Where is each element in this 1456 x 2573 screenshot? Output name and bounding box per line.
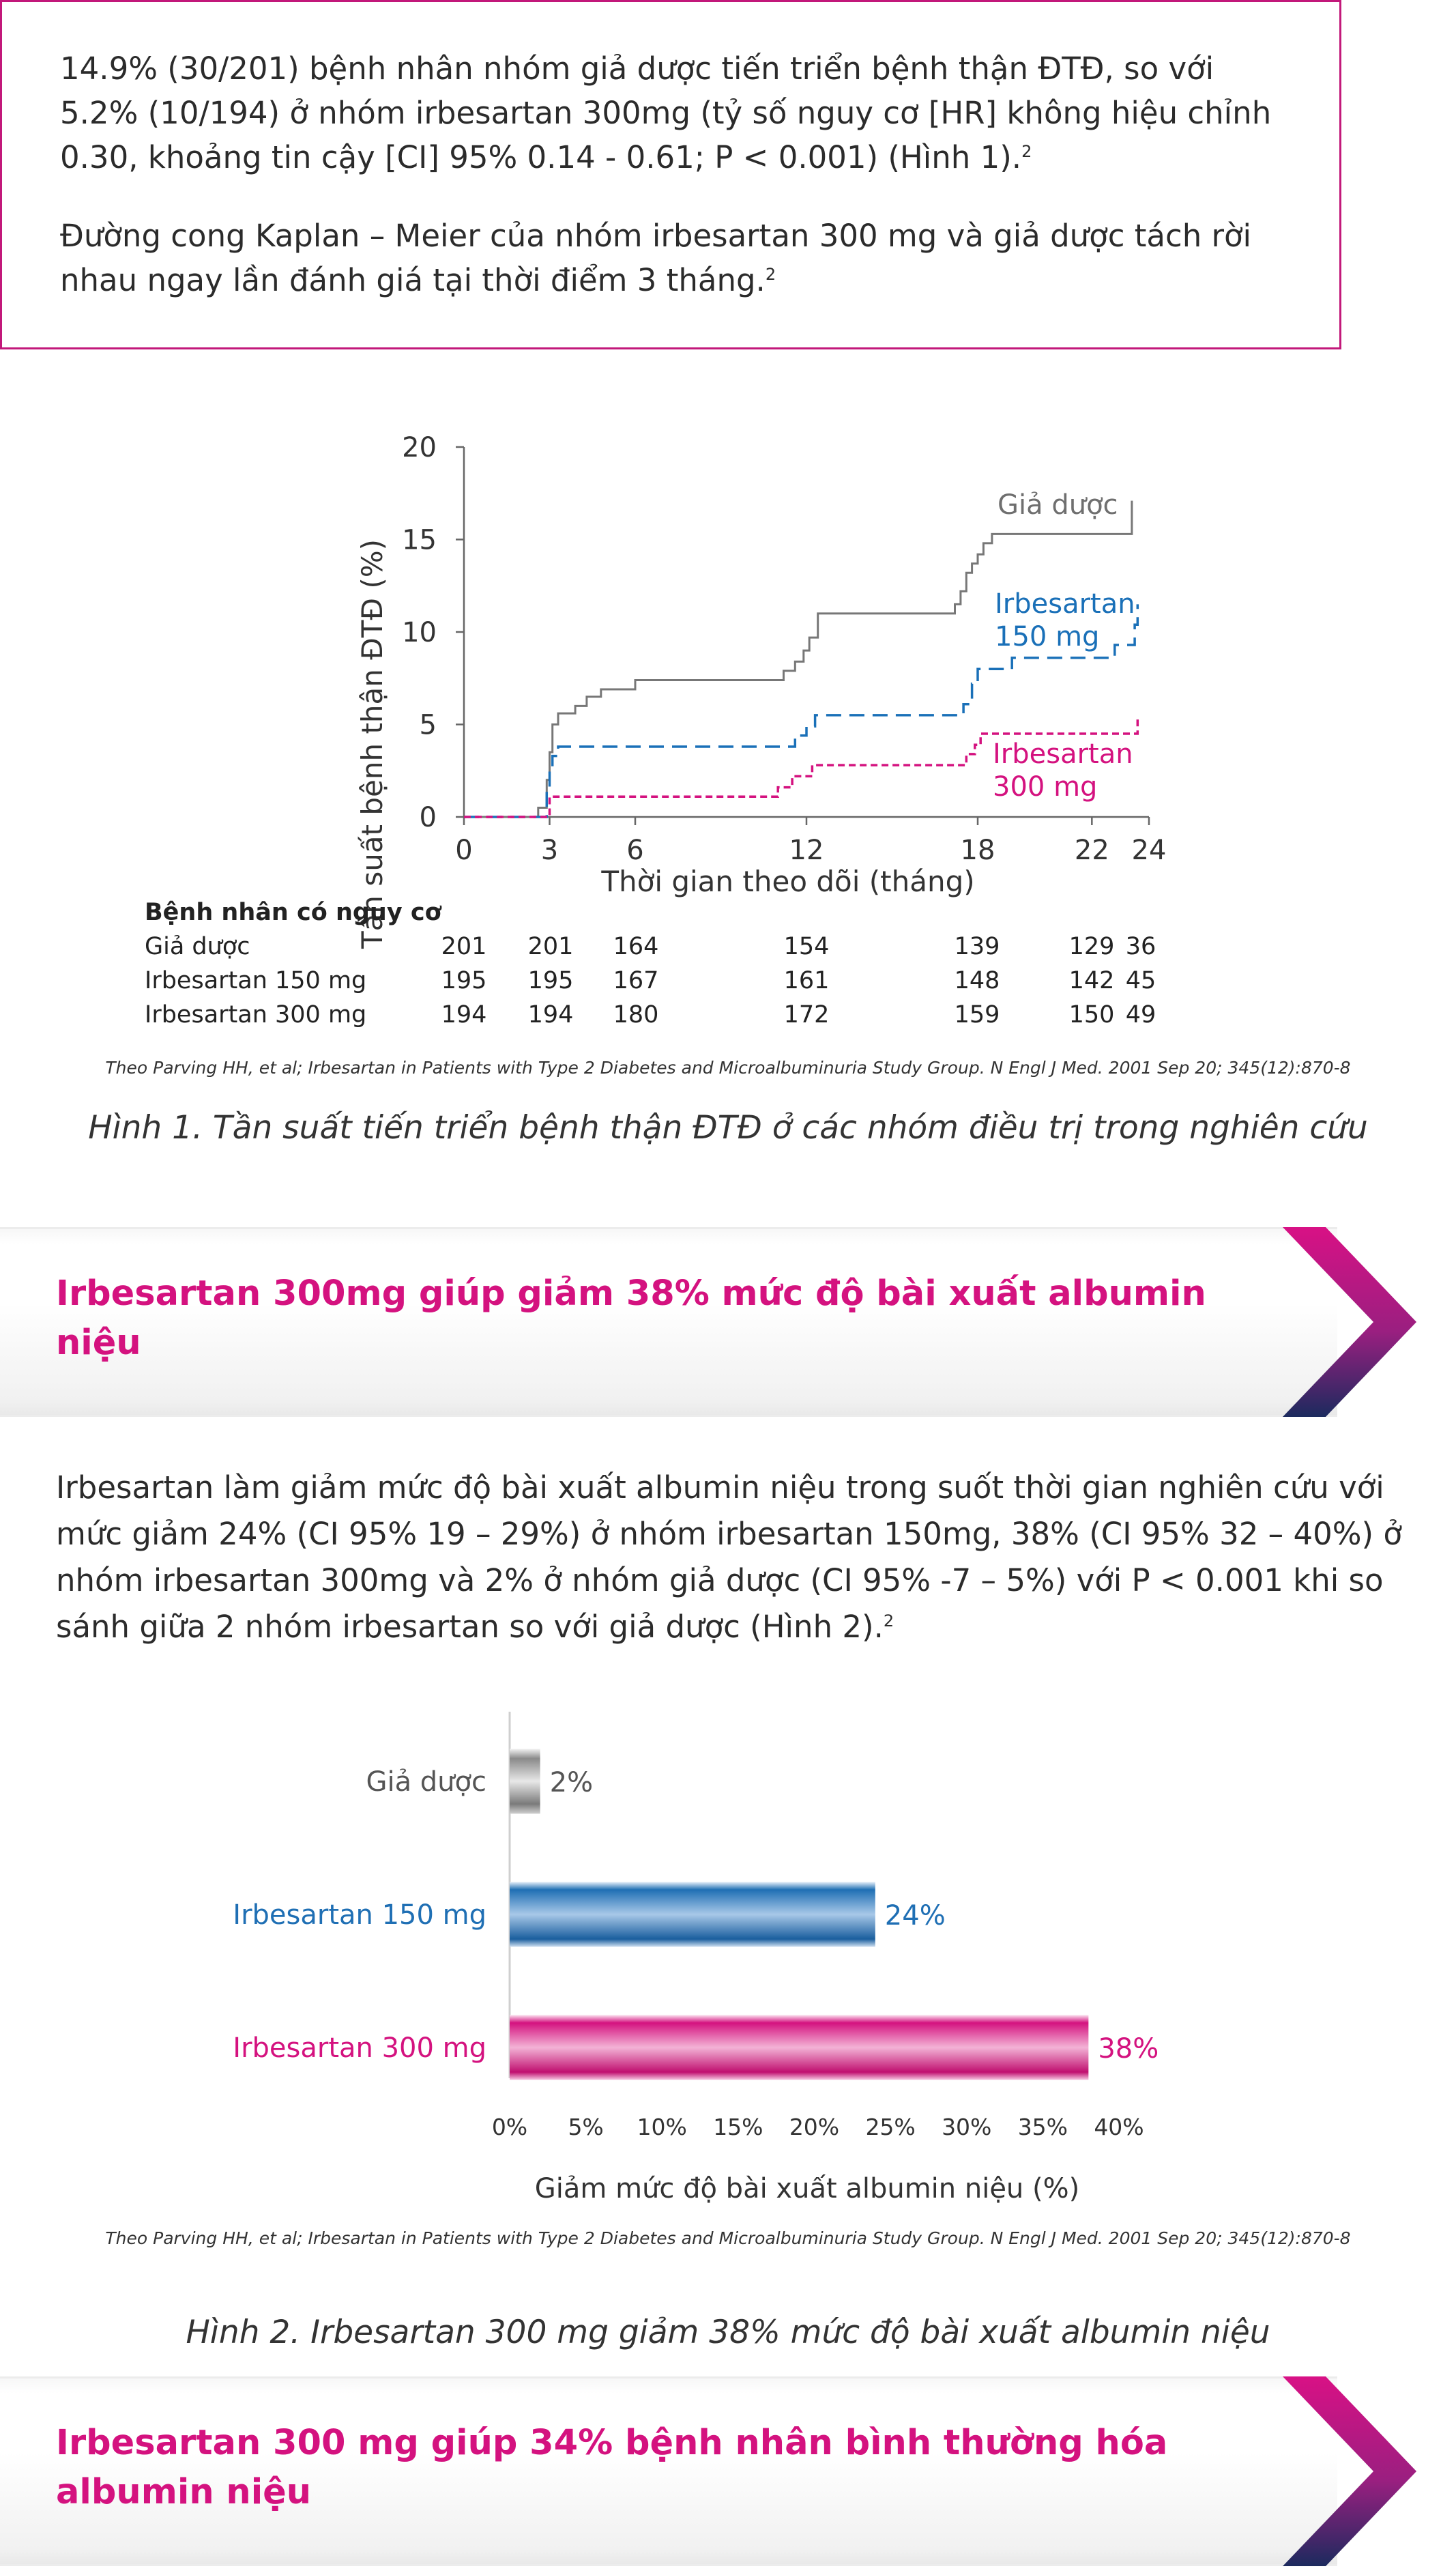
bar-value-label: 38% bbox=[1098, 2033, 1159, 2065]
body-paragraph bbox=[56, 1465, 1418, 1650]
risk-table-cell: 161 bbox=[783, 967, 830, 994]
risk-table-cell: 159 bbox=[954, 1001, 1000, 1029]
bar bbox=[510, 2015, 1088, 2080]
risk-table-cell: 129 bbox=[1068, 933, 1115, 960]
intro-paragraph-2 bbox=[60, 214, 1295, 302]
risk-table bbox=[145, 933, 1156, 1029]
km-x-tick-label: 6 bbox=[626, 835, 644, 866]
km-y-tick-label: 5 bbox=[419, 709, 437, 741]
intro-paragraph-2-text: Đường cong Kaplan – Meier của nhóm irbesartan 300 mg và giả dược tách rời nhau ngay lần đánh giá tại thời điểm 3 tháng. bbox=[60, 218, 1252, 298]
section-banner-2 bbox=[0, 2376, 1456, 2566]
intro-callout-box bbox=[0, 0, 1341, 349]
risk-table-cell: 201 bbox=[527, 933, 574, 960]
km-x-tick-label: 12 bbox=[789, 835, 824, 866]
chevron-arrow-icon bbox=[1283, 2376, 1419, 2566]
figure2-source: Theo Parving HH, et al; Irbesartan in Patients with Type 2 Diabetes and Microalbuminuria Study Group. N Engl J Med. 2001 Sep 20; 345(12):870-8 bbox=[105, 2228, 1351, 2248]
risk-table-cell: 150 bbox=[1068, 1001, 1115, 1029]
bar-x-tick-label: 35% bbox=[1017, 2114, 1068, 2140]
risk-table-cell: 139 bbox=[954, 933, 1000, 960]
figure1-caption: Hình 1. Tần suất tiến triển bệnh thận ĐTĐ ở các nhóm điều trị trong nghiên cứu bbox=[88, 1109, 1368, 1147]
reference-superscript: 2 bbox=[883, 1611, 894, 1630]
bar-x-ticks bbox=[492, 2114, 1144, 2140]
bar-x-tick-label: 0% bbox=[491, 2114, 528, 2140]
risk-table-cell: 195 bbox=[527, 967, 574, 994]
km-x-tick-label: 22 bbox=[1074, 835, 1109, 866]
bar-value-label: 2% bbox=[549, 1767, 594, 1798]
risk-table-cell: 49 bbox=[1125, 1001, 1156, 1029]
km-x-tick-label: 0 bbox=[455, 835, 473, 866]
bar bbox=[510, 1882, 875, 1947]
figure2-caption: Hình 2. Irbesartan 300 mg giảm 38% mức độ bài xuất albumin niệu bbox=[186, 2314, 1270, 2351]
risk-table-cell: 172 bbox=[783, 1001, 830, 1029]
bar-x-axis-label: Giảm mức độ bài xuất albumin niệu (%) bbox=[534, 2173, 1080, 2204]
bar-x-tick-label: 5% bbox=[568, 2114, 604, 2140]
risk-table-cell: 148 bbox=[954, 967, 1000, 994]
risk-table-cell: 36 bbox=[1125, 933, 1156, 960]
risk-table-cell: 164 bbox=[613, 933, 659, 960]
albumin-bar-chart bbox=[0, 1699, 1456, 2218]
km-label-irb150-line2: 150 mg bbox=[995, 621, 1100, 652]
km-y-tick-label: 15 bbox=[402, 524, 437, 556]
km-x-tick-label: 18 bbox=[960, 835, 995, 866]
km-label-irb300-line2: 300 mg bbox=[993, 771, 1098, 803]
chevron-arrow-icon bbox=[1283, 1227, 1419, 1417]
intro-paragraph-1 bbox=[60, 46, 1295, 179]
bar-x-tick-label: 15% bbox=[713, 2114, 763, 2140]
bar-group bbox=[233, 1749, 1159, 2080]
risk-table-row-label: Giả dược bbox=[145, 933, 250, 960]
bar-x-tick-label: 25% bbox=[865, 2114, 916, 2140]
reference-superscript: 2 bbox=[1021, 142, 1032, 161]
reference-superscript: 2 bbox=[765, 265, 776, 284]
intro-paragraph-1-text: 14.9% (30/201) bệnh nhân nhóm giả dược tiến triển bệnh thận ĐTĐ, so với 5.2% (10/194) ở nhóm irbesartan 300mg (tỷ số nguy cơ [HR] không hiệu chỉnh 0.30, khoảng tin cậy [CI] 95% 0.14 - 0.61; P < 0.001) (Hình 1). bbox=[60, 51, 1272, 175]
banner-2-text: Irbesartan 300 mg giúp 34% bệnh nhân bình thường hóa albumin niệu bbox=[56, 2423, 1168, 2512]
kaplan-meier-chart bbox=[0, 382, 1456, 1106]
risk-table-cell: 180 bbox=[613, 1001, 659, 1029]
risk-table-cell: 45 bbox=[1125, 967, 1156, 994]
km-label-irb150-line1: Irbesartan bbox=[995, 588, 1135, 620]
risk-table-row-label: Irbesartan 300 mg bbox=[145, 1001, 367, 1029]
section-banner-1 bbox=[0, 1227, 1456, 1417]
risk-table-cell: 194 bbox=[441, 1001, 487, 1029]
km-y-axis-label: Tần suất bệnh thận ĐTĐ (%) bbox=[355, 538, 389, 949]
km-x-axis-label: Thời gian theo dõi (tháng) bbox=[601, 865, 975, 898]
km-label-irb300-line1: Irbesartan bbox=[993, 738, 1133, 770]
km-y-tick-label: 0 bbox=[419, 802, 437, 833]
bar-x-tick-label: 30% bbox=[942, 2114, 992, 2140]
bar-x-tick-label: 10% bbox=[637, 2114, 687, 2140]
risk-table-cell: 195 bbox=[441, 967, 487, 994]
km-x-tick-label: 3 bbox=[540, 835, 559, 866]
risk-table-row-label: Irbesartan 150 mg bbox=[145, 967, 367, 994]
body-paragraph-text: Irbesartan làm giảm mức độ bài xuất albumin niệu trong suốt thời gian nghiên cứu với mức giảm 24% (CI 95% 19 – 29%) ở nhóm irbesartan 150mg, 38% (CI 95% 32 – 40%) ở nhóm irbesartan 300mg và 2% ở nhóm giả dược (CI 95% -7 – 5%) với P < 0.001 khi so sánh giữa 2 nhóm irbesartan so với giả dược (Hình 2). bbox=[56, 1469, 1402, 1645]
bar-category-label: Irbesartan 150 mg bbox=[233, 1899, 486, 1931]
bar-category-label: Giả dược bbox=[366, 1766, 486, 1798]
risk-table-cell: 201 bbox=[441, 933, 487, 960]
bar-category-label: Irbesartan 300 mg bbox=[233, 2032, 486, 2064]
km-y-tick-label: 20 bbox=[402, 432, 437, 463]
risk-table-title: Bệnh nhân có nguy cơ bbox=[145, 899, 441, 926]
bar-value-label: 24% bbox=[884, 1900, 946, 1931]
risk-table-cell: 154 bbox=[783, 933, 830, 960]
bar-x-tick-label: 20% bbox=[789, 2114, 840, 2140]
bar bbox=[510, 1749, 540, 1814]
risk-table-cell: 142 bbox=[1068, 967, 1115, 994]
risk-table-cell: 194 bbox=[527, 1001, 574, 1029]
km-y-tick-label: 10 bbox=[402, 617, 437, 648]
km-x-tick-label: 24 bbox=[1131, 835, 1167, 866]
risk-table-cell: 167 bbox=[613, 967, 659, 994]
banner-1-text: Irbesartan 300mg giúp giảm 38% mức độ bài xuất albumin niệu bbox=[56, 1274, 1206, 1363]
figure1-source: Theo Parving HH, et al; Irbesartan in Patients with Type 2 Diabetes and Microalbuminuria Study Group. N Engl J Med. 2001 Sep 20; 345(12):870-8 bbox=[105, 1058, 1351, 1078]
bar-x-tick-label: 40% bbox=[1094, 2114, 1144, 2140]
km-label-placebo: Giả dược bbox=[998, 489, 1118, 521]
